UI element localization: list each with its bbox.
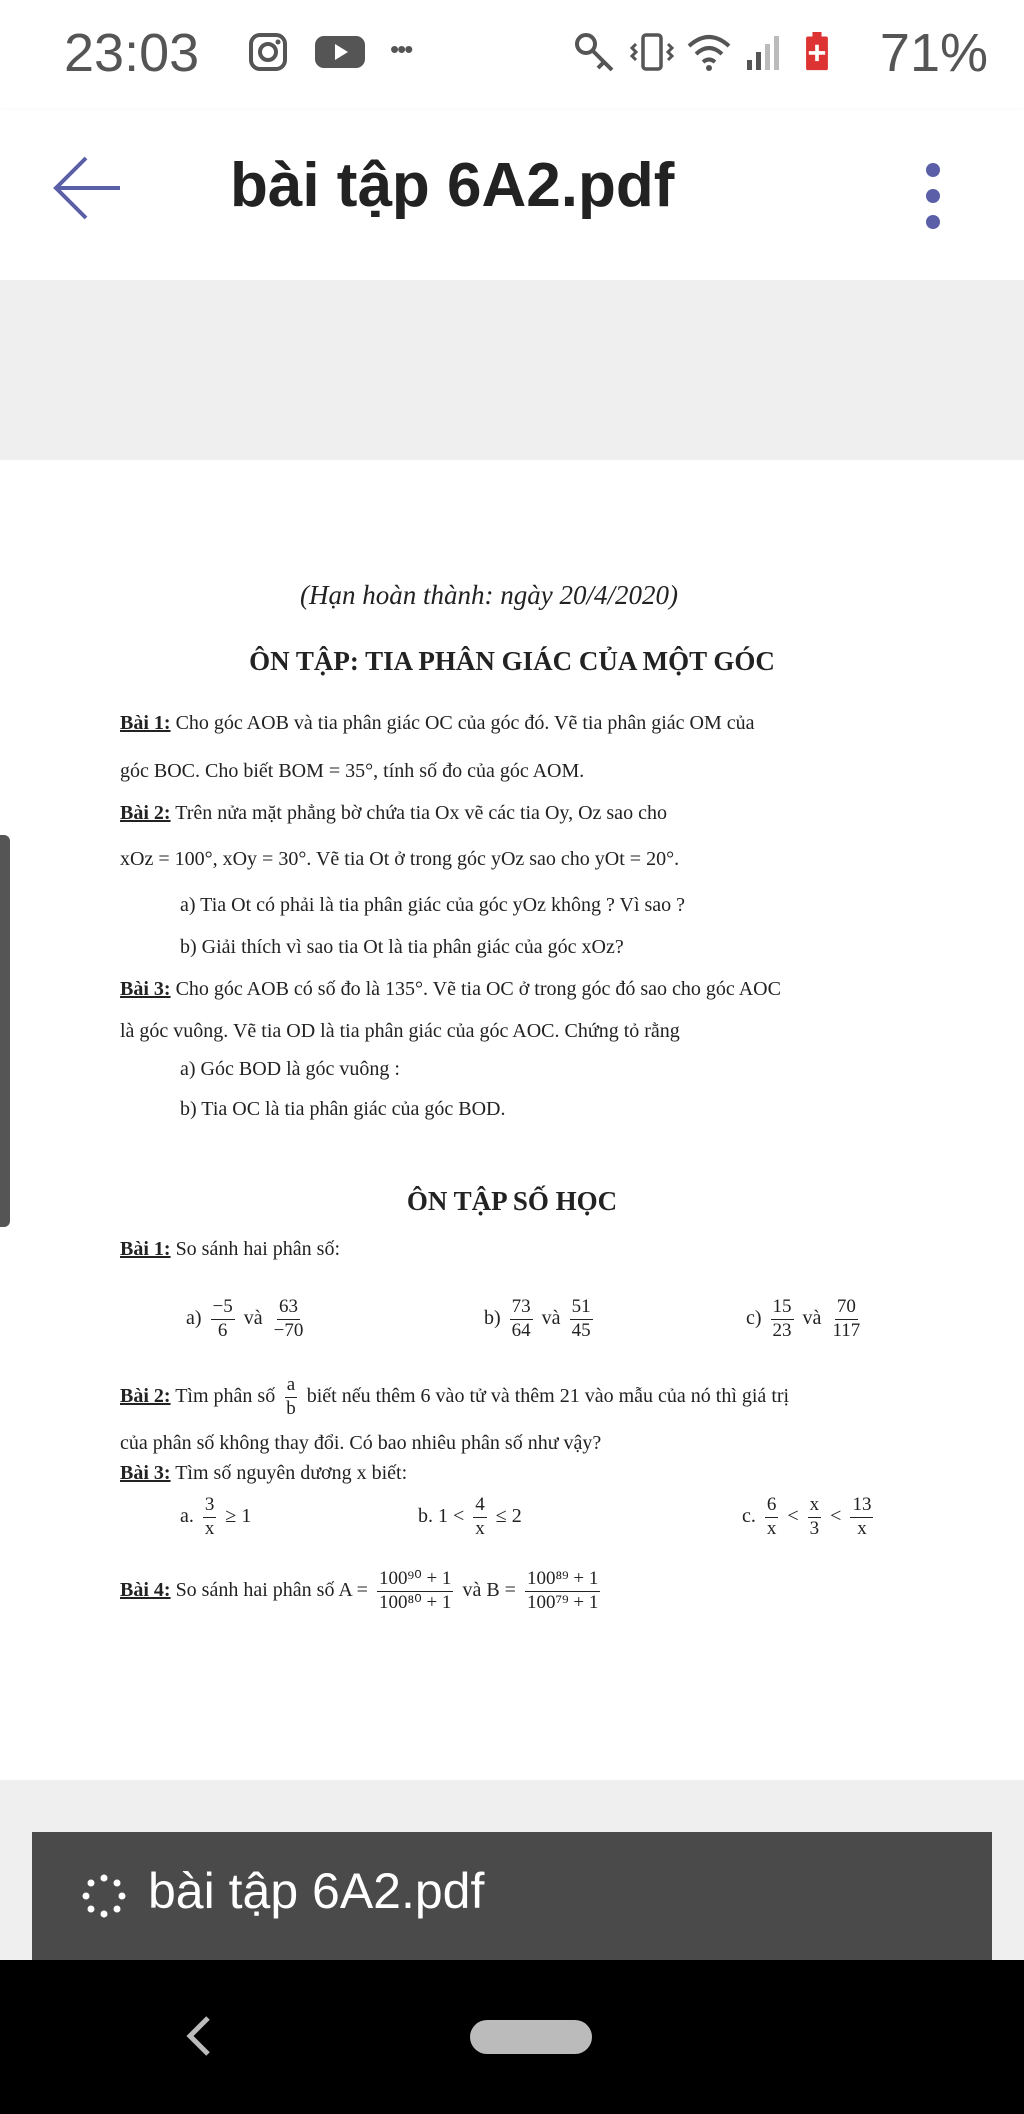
key-icon xyxy=(574,32,618,72)
fraction xyxy=(284,1374,298,1421)
denominator: 117 xyxy=(832,1319,861,1341)
numerator: 51 xyxy=(570,1296,593,1320)
fraction xyxy=(272,1296,306,1343)
fraction xyxy=(510,1296,533,1343)
exercise-text: biết nếu thêm 6 vào tử và thêm 21 vào mẫu của nó thì giá trị xyxy=(306,1384,790,1407)
geo-exercise-2a: a) Tia Ot có phải là tia phân giác của góc yOz không ? Vì sao ? xyxy=(180,894,686,916)
youtube-icon xyxy=(314,32,366,72)
ari-exercise-2 xyxy=(120,1374,789,1421)
ari-exercise-1 xyxy=(120,1238,340,1261)
back-arrow-icon[interactable] xyxy=(52,152,124,224)
denominator: x xyxy=(766,1517,777,1539)
numerator: 3 xyxy=(203,1494,217,1518)
geo-exercise-2-line2: xOz = 100°, xOy = 30°. Vẽ tia Ot ở trong góc yOz sao cho yOt = 20°. xyxy=(120,848,680,870)
inequality: ≤ 2 xyxy=(495,1504,522,1527)
geo-exercise-1 xyxy=(120,712,755,735)
exercise-text: Trên nửa mặt phẳng bờ chứa tia Ox vẽ các tia Oy, Oz sao cho xyxy=(170,802,667,824)
item-prefix: a) xyxy=(186,1306,202,1329)
denominator: 3 xyxy=(809,1517,820,1539)
document-title: bài tập 6A2.pdf xyxy=(230,151,675,220)
exercise-text: So sánh hai phân số: xyxy=(170,1238,340,1260)
instagram-icon xyxy=(248,32,288,72)
file-name-bar xyxy=(32,1832,992,1960)
inequality: < xyxy=(830,1504,842,1527)
battery-icon xyxy=(802,32,832,72)
denominator: 100⁷⁹ + 1 xyxy=(526,1591,599,1613)
denominator: x xyxy=(204,1517,215,1539)
fraction xyxy=(570,1296,593,1343)
fraction xyxy=(765,1494,779,1541)
section-title-geometry: ÔN TẬP: TIA PHÂN GIÁC CỦA MỘT GÓC xyxy=(249,646,775,676)
exercise-text: Tìm phân số xyxy=(170,1384,276,1407)
numerator: −5 xyxy=(211,1296,235,1320)
exercise-label: Bài 4: xyxy=(120,1578,171,1601)
more-options-icon[interactable] xyxy=(918,160,948,232)
exercise-label: Bài 2: xyxy=(120,1384,171,1407)
exercise-text: Tìm số nguyên dương x biết: xyxy=(170,1462,408,1484)
denominator: x xyxy=(475,1517,485,1539)
loading-spinner-icon xyxy=(82,1874,126,1918)
geo-exercise-3-line2: là góc vuông. Vẽ tia OD là tia phân giác của góc AOC. Chứng tỏ rằng xyxy=(120,1020,680,1042)
geo-exercise-2b: b) Giải thích vì sao tia Ot là tia phân giác của góc xOz? xyxy=(180,936,624,958)
ari-exercise-2-line2: của phân số không thay đổi. Có bao nhiêu phân số như vậy? xyxy=(120,1432,602,1454)
fraction xyxy=(377,1568,453,1615)
ari-exercise-3b xyxy=(418,1494,522,1541)
section-title-arithmetic: ÔN TẬP SỐ HỌC xyxy=(406,1186,618,1216)
fraction xyxy=(830,1296,862,1343)
connector: và xyxy=(541,1306,561,1329)
exercise-text: So sánh hai phân số A = xyxy=(170,1578,368,1601)
scroll-handle[interactable] xyxy=(0,835,10,1227)
denominator: −70 xyxy=(273,1319,304,1341)
vibrate-icon xyxy=(630,32,674,72)
numerator: 15 xyxy=(771,1296,794,1320)
wifi-icon xyxy=(686,32,732,72)
nav-home-pill[interactable] xyxy=(470,2020,592,2054)
connector: và B = xyxy=(462,1578,516,1601)
system-nav-bar xyxy=(0,1960,1024,2114)
fraction xyxy=(850,1494,873,1541)
geo-exercise-2 xyxy=(120,802,667,825)
status-time: 23:03 xyxy=(64,23,200,83)
geo-exercise-1-line2: góc BOC. Cho biết BOM = 35°, tính số đo của góc AOM. xyxy=(120,760,585,782)
exercise-text: Cho góc AOB có số đo là 135°. Vẽ tia OC ở trong góc đó sao cho góc AOC xyxy=(170,978,781,1000)
denominator: 23 xyxy=(772,1319,792,1341)
denominator: 64 xyxy=(511,1319,531,1341)
connector: và xyxy=(802,1306,822,1329)
numerator: 4 xyxy=(473,1494,487,1518)
ari-exercise-1a xyxy=(186,1296,309,1343)
denominator: 6 xyxy=(217,1319,228,1341)
ari-exercise-1c xyxy=(746,1296,866,1343)
file-name: bài tập 6A2.pdf xyxy=(148,1863,485,1919)
exercise-label: Bài 3: xyxy=(120,978,171,1000)
numerator: 13 xyxy=(850,1494,873,1518)
exercise-label: Bài 3: xyxy=(120,1462,171,1484)
item-prefix: c) xyxy=(746,1306,762,1329)
numerator: 70 xyxy=(835,1296,858,1320)
ari-exercise-4 xyxy=(120,1568,604,1615)
item-prefix: b) xyxy=(484,1306,501,1329)
numerator: 100⁸⁹ + 1 xyxy=(525,1568,600,1592)
denominator: 45 xyxy=(571,1319,591,1341)
inequality: ≥ 1 xyxy=(225,1504,252,1527)
ari-exercise-3c xyxy=(742,1494,877,1541)
pdf-page[interactable] xyxy=(0,460,1024,1780)
fraction xyxy=(203,1494,217,1541)
geo-exercise-3b: b) Tia OC là tia phân giác của góc BOD. xyxy=(180,1098,506,1120)
numerator: 6 xyxy=(765,1494,779,1518)
fraction xyxy=(771,1296,794,1343)
fraction xyxy=(473,1494,487,1541)
ari-exercise-3a xyxy=(180,1494,251,1541)
nav-back-icon[interactable] xyxy=(184,2012,214,2060)
item-prefix: b. 1 < xyxy=(418,1504,465,1527)
ari-exercise-1b xyxy=(484,1296,597,1343)
signal-icon xyxy=(744,32,784,72)
numerator: 73 xyxy=(510,1296,533,1320)
item-prefix: a. xyxy=(180,1504,194,1527)
ari-exercise-3 xyxy=(120,1462,407,1485)
app-bar xyxy=(0,110,1024,280)
exercise-label: Bài 1: xyxy=(120,712,171,734)
exercise-text: Cho góc AOB và tia phân giác OC của góc đó. Vẽ tia phân giác OM của xyxy=(170,712,755,734)
item-prefix: c. xyxy=(742,1504,756,1527)
numerator: x xyxy=(808,1494,822,1518)
numerator: 100⁹⁰ + 1 xyxy=(377,1568,453,1592)
status-bar xyxy=(0,0,1024,110)
numerator: a xyxy=(285,1374,297,1398)
geo-exercise-3a: a) Góc BOD là góc vuông : xyxy=(180,1058,400,1080)
fraction xyxy=(525,1568,600,1615)
deadline-text: (Hạn hoàn thành: ngày 20/4/2020) xyxy=(300,580,678,610)
inequality: < xyxy=(787,1504,799,1527)
connector: và xyxy=(243,1306,263,1329)
fraction xyxy=(211,1296,235,1343)
denominator: x xyxy=(857,1517,867,1539)
status-more-icon: ••• xyxy=(390,34,412,64)
denominator: 100⁸⁰ + 1 xyxy=(378,1591,452,1613)
fraction xyxy=(808,1494,822,1541)
denominator: b xyxy=(286,1397,296,1419)
exercise-label: Bài 1: xyxy=(120,1238,171,1260)
geo-exercise-3 xyxy=(120,978,781,1001)
battery-percent: 71% xyxy=(879,23,988,83)
numerator: 63 xyxy=(277,1296,300,1320)
exercise-label: Bài 2: xyxy=(120,802,171,824)
